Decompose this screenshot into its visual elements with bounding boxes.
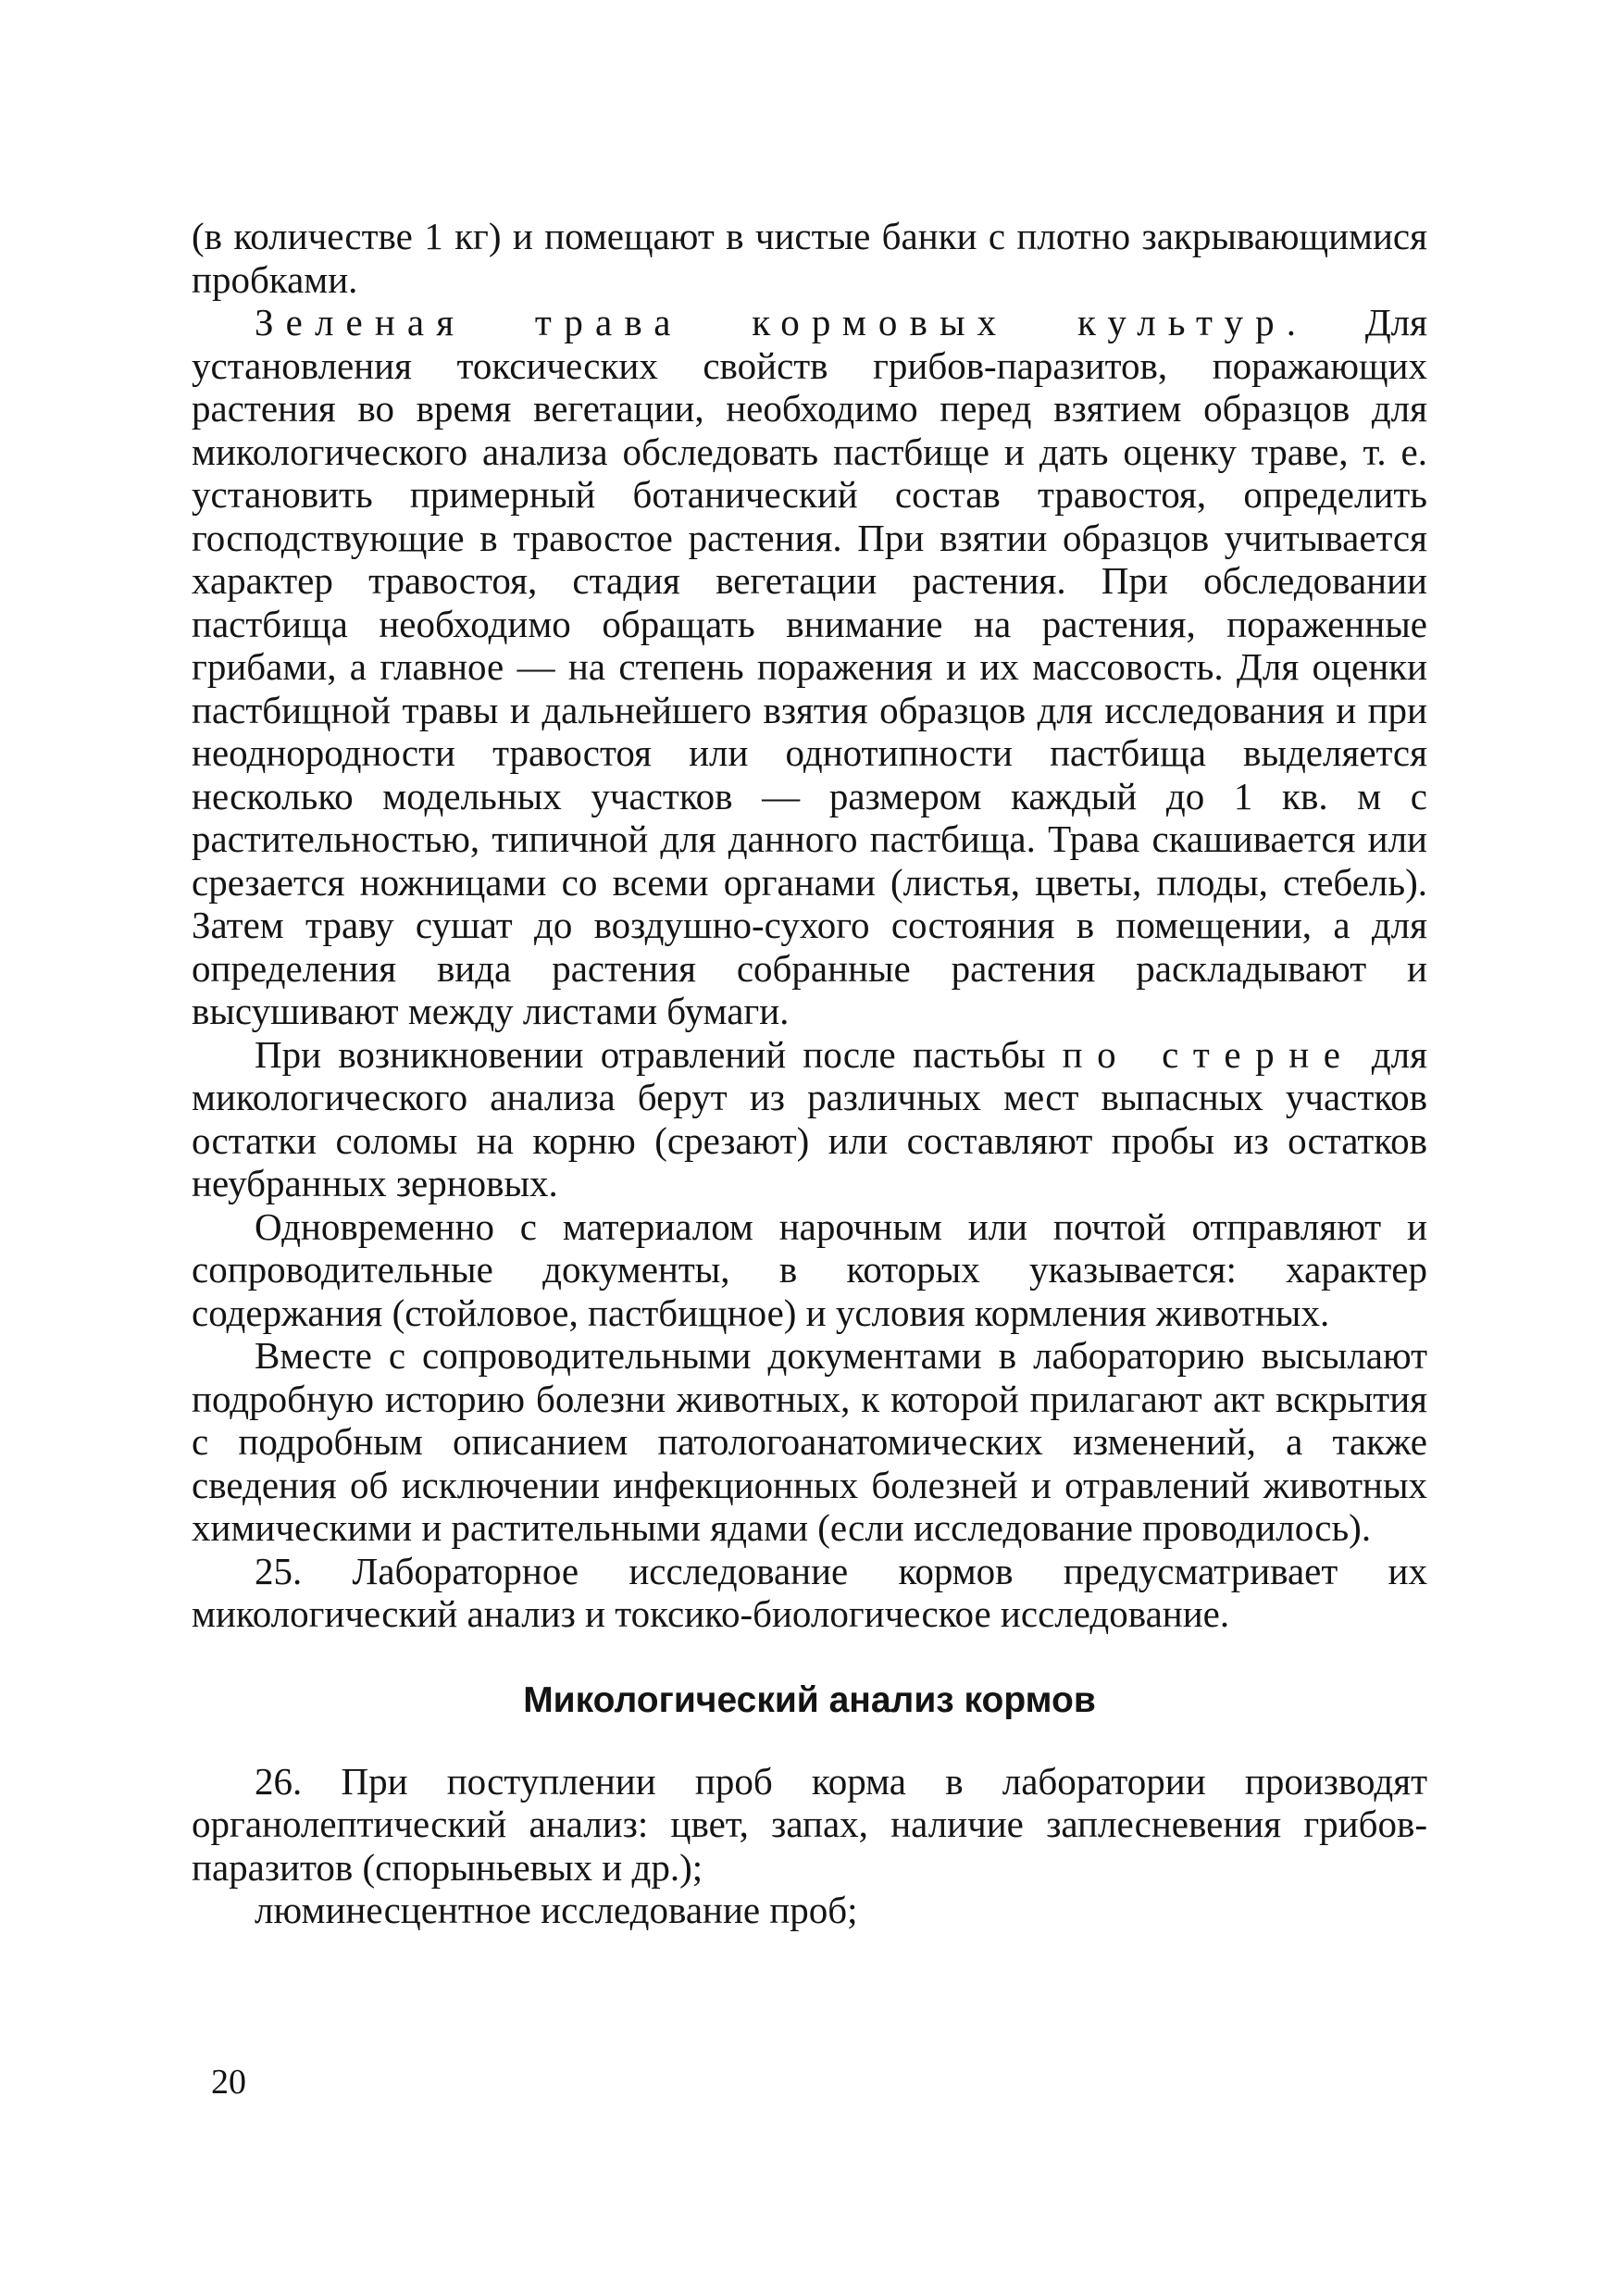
- body-text: [192, 215, 1427, 1932]
- paragraph-intro: (в количестве 1 кг) и помещают в чистые банки с плотно закрывающимися пробками.: [192, 215, 1427, 301]
- paragraph-luminescent: люминесцентное исследование проб;: [255, 1889, 858, 1931]
- section-heading: Микологический анализ кормов: [523, 1679, 1096, 1720]
- page-number: 20: [211, 2063, 246, 2102]
- paragraph-documents: Одновременно с материалом нарочным или почтой отправляют и сопроводительные документы, в которых указывается: характер содержания (стойловое, пастбищное) и условия кормления животных.: [192, 1204, 1427, 1334]
- paragraph-green-grass: [192, 301, 1427, 1033]
- paragraph-history: Вместе с сопроводительными документами в лабораторию высылают подробную историю болезни животных, к которой прилагают акт вскрытия с подробным описанием патологоанатомических изменений, а также сведения об исключении инфекционных болезней и отравлений животных химическими и растительными ядами (если исследование проводилось).: [192, 1334, 1427, 1549]
- paragraph-stubble-after: для микологического анализа берут из различных мест выпасных участков остатки соломы на корню (срезают) или составляют пробы из остатков неубранных зерновых.: [192, 1032, 1427, 1204]
- paragraph-stubble-before: При возникновении отравлений после пастьбы: [255, 1032, 1063, 1076]
- emphasis-stubble: по стерне: [1062, 1032, 1355, 1076]
- paragraph-26: 26. При поступлении проб корма в лаборатории производят органолептический анализ: цвет, запах, наличие заплесневения грибов-паразитов (спорыньевых и др.);: [192, 1759, 1427, 1889]
- paragraph-stubble: [192, 1033, 1427, 1205]
- paragraph-green-grass-body: Для установления токсических свойств грибов-паразитов, поражающих растения во время вегетации, необходимо перед взятием образцов для микологического анализа обследовать пастбище и дать оценку траве, т. е. установить примерный ботанический состав травостоя, определить господствующие в травостое растения. При взятии образцов учитывается характер травостоя, стадия вегетации растения. При обследовании пастбища необходимо обращать внимание на растения, пораженные грибами, а главное — на степень поражения и их массовость. Для оценки пастбищной травы и дальнейшего взятия образцов для исследования и при неоднородности травостоя или однотипности пастбища выделяется несколько модельных участков — размером каждый до 1 кв. м с растительностью, типичной для данного пастбища. Трава скашивается или срезается ножницами со всеми органами (листья, цветы, плоды, стебель). Затем траву сушат до воздушно-сухого состояния в помещении, а для определения вида растения собранные растения раскладывают и высушивают между листами бумаги.: [192, 301, 1427, 1032]
- run-in-heading-green-grass: Зеленая трава кормовых культур.: [255, 301, 1309, 343]
- paragraph-25: 25. Лабораторное исследование кормов предусматривает их микологический анализ и токсико-биологическое исследование.: [192, 1549, 1427, 1635]
